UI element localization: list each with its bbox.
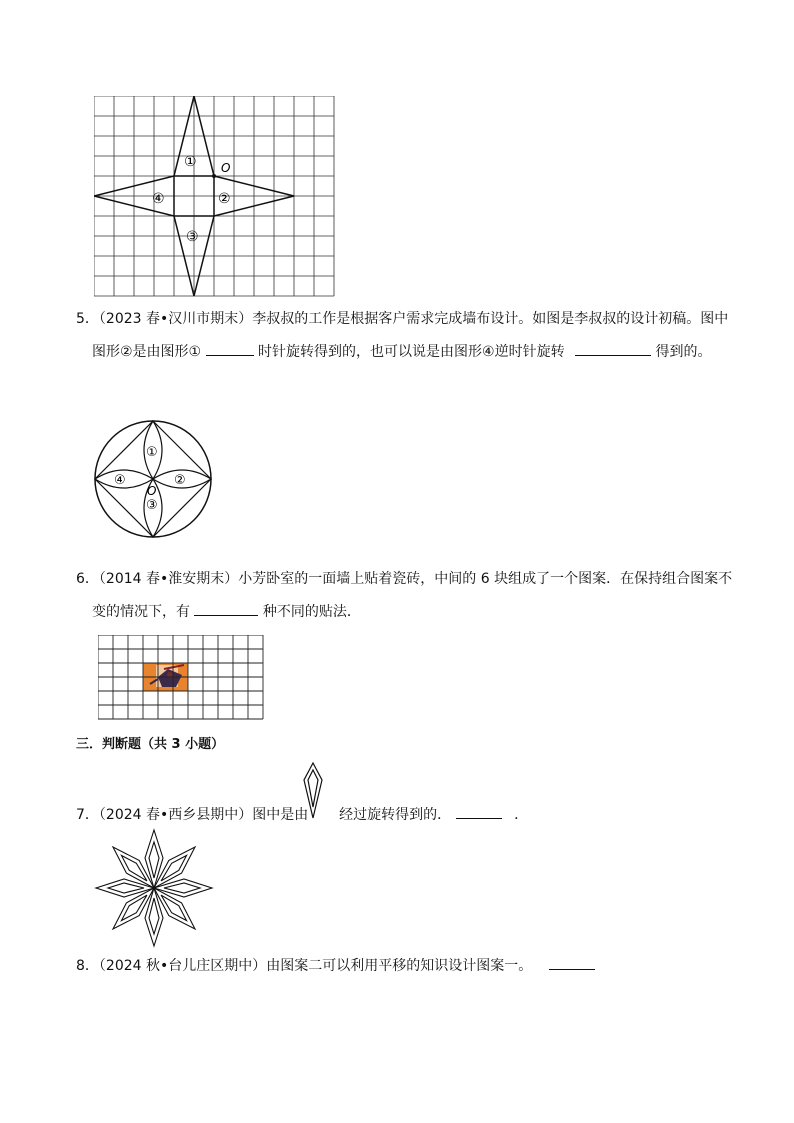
tile-grid-figure [98, 635, 264, 721]
section-3-title: 三．判断题（共 3 小题） [76, 737, 225, 752]
label-3: ③ [186, 229, 199, 245]
q5-blank-1[interactable] [206, 341, 254, 356]
q5-line-2: 图形②是由图形① 时针旋转得到的，也可以说是由图形④逆时针旋转 得到的。 [92, 341, 711, 362]
petal-label-3: ③ [146, 498, 158, 513]
circle-petal-figure [92, 418, 216, 542]
q6-line-1: 6．（2014 春•淮安期末）小芳卧室的一面墙上贴着瓷砖，中间的 6 块组成了一个图案．在保持组合图案不 [76, 571, 733, 587]
star-grid-figure [94, 96, 336, 300]
q5-line-1: 5．（2023 春•汉川市期末）李叔叔的工作是根据客户需求完成墙布设计。如图是李叔叔的设计初稿。图中 [76, 311, 729, 327]
label-4: ④ [152, 191, 165, 207]
petal-label-2: ② [174, 473, 186, 488]
label-2: ② [218, 191, 231, 207]
label-1: ① [184, 154, 197, 170]
q7-line: 7．（2024 春•西乡县期中）图中是由 经过旋转得到的． ． [76, 804, 528, 825]
petal-label-4: ④ [114, 473, 126, 488]
q7-star-flower-figure [92, 826, 216, 950]
q8-line: 8．（2024 秋•台儿庄区期中）由图案二可以利用平移的知识设计图案一。 [76, 955, 595, 976]
q6-blank[interactable] [194, 601, 258, 616]
q7-kite-icon [302, 762, 324, 820]
q6-line-2: 变的情况下，有 种不同的贴法． [92, 601, 361, 622]
q5-blank-2[interactable] [575, 341, 651, 356]
petal-label-o: O [147, 484, 157, 498]
petal-label-1: ① [146, 445, 158, 460]
q7-blank[interactable] [456, 804, 502, 819]
q8-blank[interactable] [549, 955, 595, 970]
label-o: O [221, 161, 231, 175]
